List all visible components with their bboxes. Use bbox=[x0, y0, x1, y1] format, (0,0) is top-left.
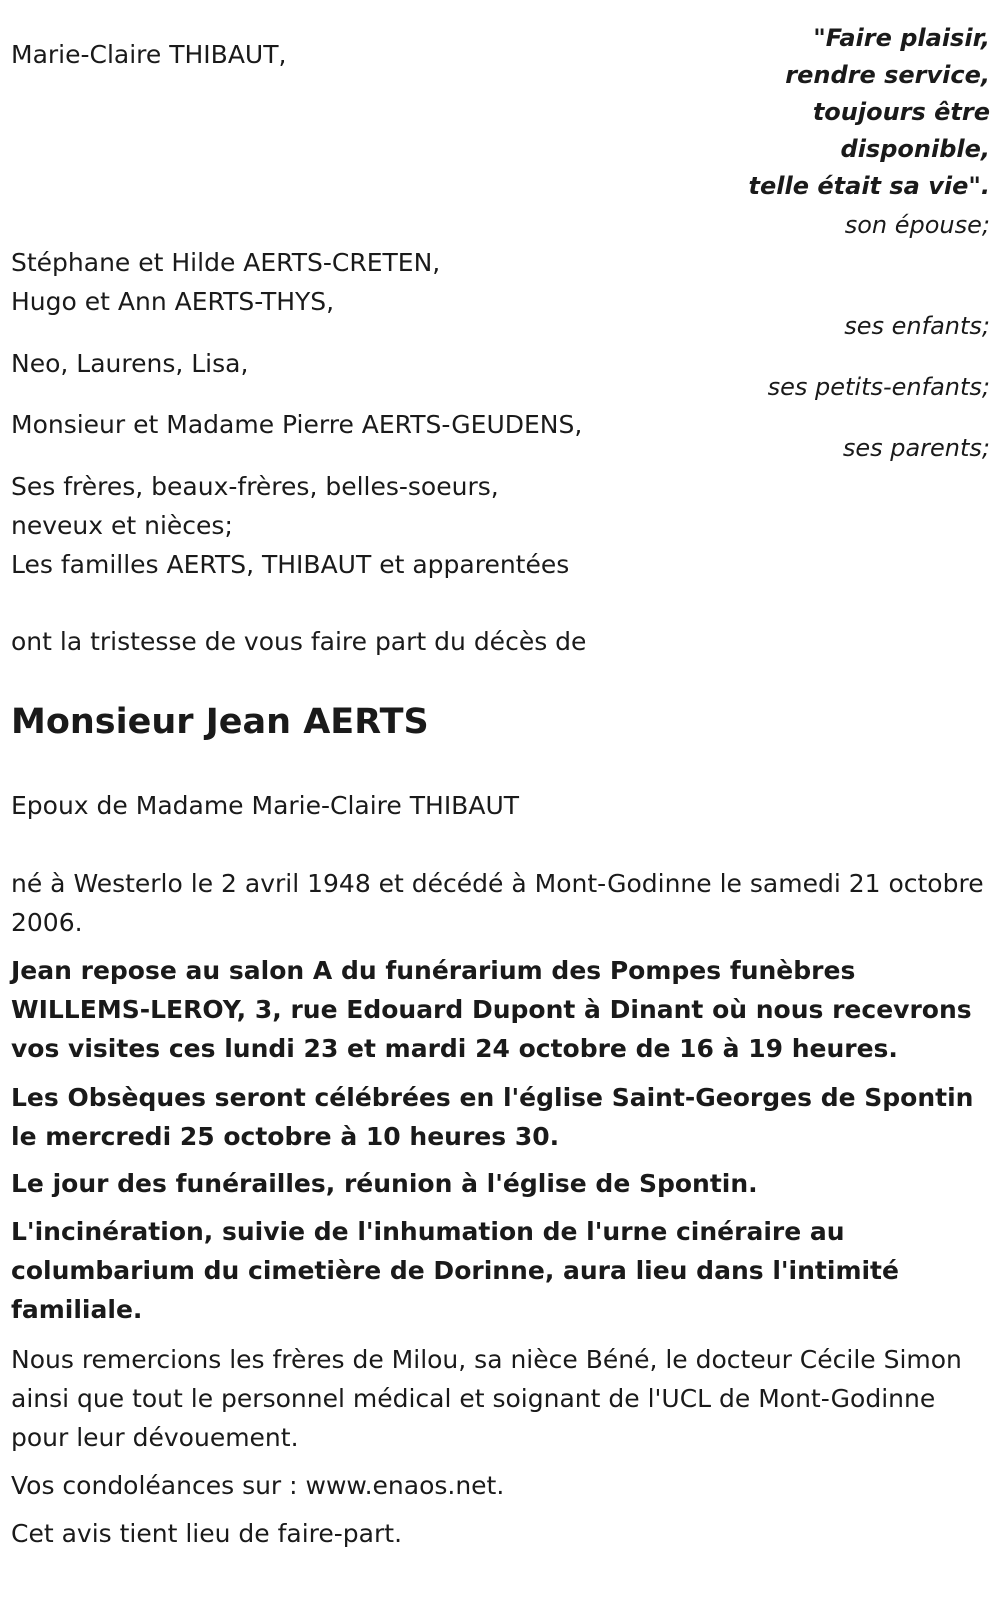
condolences-text: Vos condoléances sur : www.enaos.net. bbox=[11, 1471, 505, 1500]
children-relation: ses enfants; bbox=[844, 312, 990, 340]
thanks-text: Nous remercions les frères de Milou, sa nièce Béné, le docteur Cécile Simon ainsi que tout le personnel médical et soignant de l'UCL de Mont-Godinne pour leur dévouement. bbox=[11, 1345, 962, 1452]
children-names bbox=[11, 243, 440, 321]
family-line: Les familles AERTS, THIBAUT et apparentées bbox=[11, 550, 570, 579]
family-line: Ses frères, beaux-frères, belles-soeurs, bbox=[11, 472, 499, 501]
funeral-info: Les Obsèques seront célébrées en l'église Saint-Georges de Spontin le mercredi 25 octobre à 10 heures 30. bbox=[11, 1083, 974, 1151]
quote-line: "Faire plaisir, bbox=[813, 24, 990, 52]
cremation-info: L'incinération, suivie de l'inhumation de l'urne cinéraire au columbarium du cimetière de Dorinne, aura lieu dans l'intimité familiale. bbox=[11, 1217, 899, 1324]
spouse-relation: son épouse; bbox=[844, 211, 990, 239]
spouse-name: Marie-Claire THIBAUT, bbox=[11, 40, 287, 69]
meeting-info: Le jour des funérailles, réunion à l'église de Spontin. bbox=[11, 1169, 758, 1198]
child-line: Stéphane et Hilde AERTS-CRETEN, bbox=[11, 248, 441, 277]
quote-line: toujours être bbox=[812, 98, 990, 126]
child-line: Hugo et Ann AERTS-THYS, bbox=[11, 287, 335, 316]
notice-text: Cet avis tient lieu de faire-part. bbox=[11, 1519, 403, 1548]
visitation-info: Jean repose au salon A du funérarium des Pompes funèbres WILLEMS-LEROY, 3, rue Edouard Dupont à Dinant où nous recevrons vos visites ces lundi 23 et mardi 24 octobre de 16 à 19 heures. bbox=[11, 956, 972, 1063]
announcement-text: ont la tristesse de vous faire part du décès de bbox=[11, 627, 587, 656]
birth-death-info: né à Westerlo le 2 avril 1948 et décédé à Mont-Godinne le samedi 21 octobre 2006. bbox=[11, 869, 984, 937]
epigraph-quote bbox=[749, 20, 990, 205]
parents-relation: ses parents; bbox=[842, 434, 990, 462]
quote-line: telle était sa vie". bbox=[748, 172, 990, 200]
grandchildren-relation: ses petits-enfants; bbox=[767, 373, 990, 401]
family-line: neveux et nièces; bbox=[11, 511, 233, 540]
quote-line: disponible, bbox=[840, 135, 990, 163]
deceased-name: Monsieur Jean AERTS bbox=[11, 702, 429, 742]
quote-line: rendre service, bbox=[785, 61, 990, 89]
grandchildren-names: Neo, Laurens, Lisa, bbox=[11, 349, 249, 378]
extended-family bbox=[11, 467, 569, 584]
parents-names: Monsieur et Madame Pierre AERTS-GEUDENS, bbox=[11, 410, 583, 439]
deceased-spouse-line: Epoux de Madame Marie-Claire THIBAUT bbox=[11, 791, 520, 820]
